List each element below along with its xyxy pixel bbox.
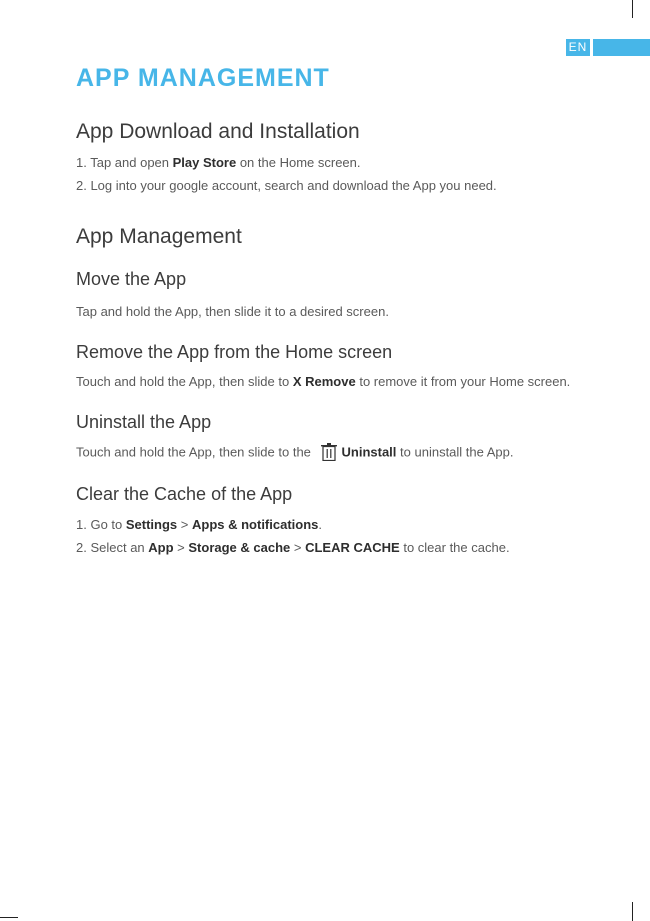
clear-cache-label: CLEAR CACHE [305, 540, 400, 555]
crop-mark-top [632, 0, 633, 18]
settings-label: Settings [125, 517, 178, 532]
clear-cache-step-2: 2. Select an App > Storage & cache > CLEAR CACHE to clear the cache. [76, 540, 510, 555]
section-management-heading: App Management [76, 225, 242, 248]
uninstall-label: Uninstall [341, 444, 397, 460]
clear-cache-step-1: 1. Go to Settings > Apps & notifications. [76, 517, 323, 532]
app-label: App [148, 540, 174, 555]
page-title: APP MANAGEMENT [76, 64, 330, 92]
trash-icon [321, 443, 337, 461]
download-step-2: 2. Log into your google account, search and download the App you need. [76, 178, 497, 193]
download-step-1: 1. Tap and open Play Store on the Home screen. [76, 155, 361, 170]
uninstall-app-text: Touch and hold the App, then slide to the Uninstall to uninstall the App. [76, 444, 514, 460]
remove-app-heading: Remove the App from the Home screen [76, 342, 393, 362]
language-badge: EN [566, 39, 590, 56]
uninstall-app-heading: Uninstall the App [76, 412, 212, 432]
language-tab [566, 39, 650, 56]
crop-mark-bottom-h [0, 917, 18, 918]
x-remove-label: X Remove [292, 374, 356, 389]
apps-notifications-label: Apps & notifications [192, 517, 319, 532]
clear-cache-heading: Clear the Cache of the App [76, 484, 293, 504]
crop-mark-bottom [632, 902, 633, 921]
language-strip [593, 39, 650, 56]
move-app-text: Tap and hold the App, then slide it to a desired screen. [76, 304, 389, 319]
section-download-heading: App Download and Installation [76, 120, 360, 143]
storage-cache-label: Storage & cache [188, 540, 291, 555]
play-store-label: Play Store [172, 155, 237, 170]
move-app-heading: Move the App [76, 269, 187, 289]
remove-app-text: Touch and hold the App, then slide to X Remove to remove it from your Home screen. [76, 374, 571, 389]
